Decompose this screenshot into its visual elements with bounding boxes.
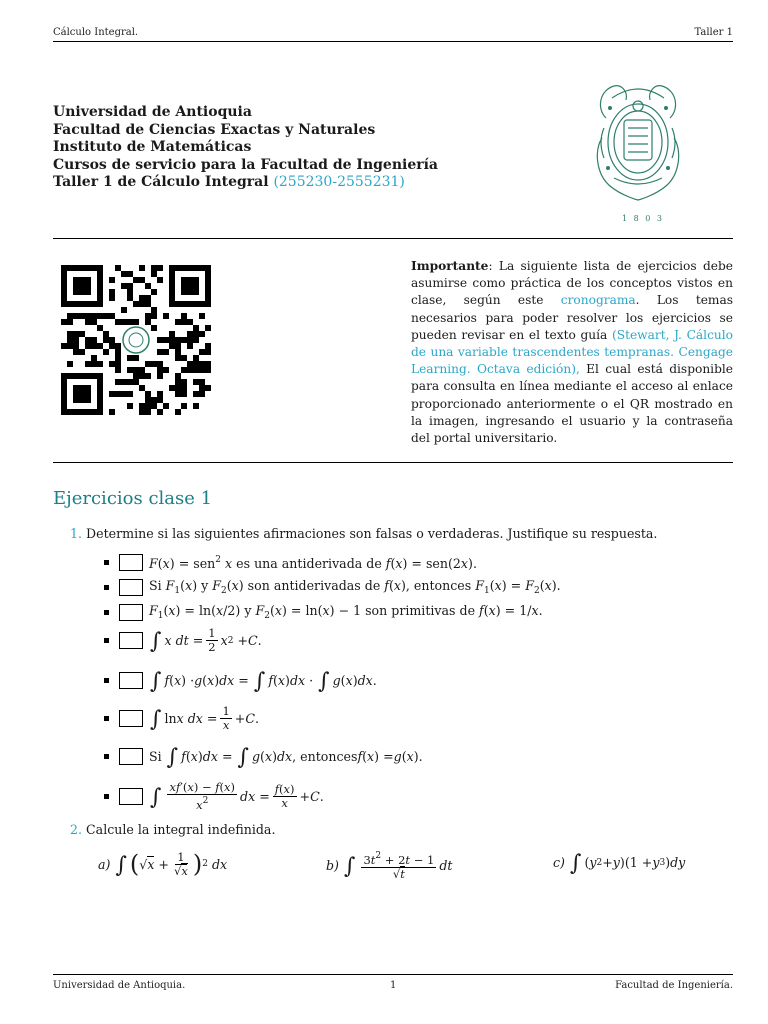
- statement-item-1: [104, 554, 477, 571]
- bullet: [104, 716, 109, 721]
- statement-5-math: ∫ f ( x ) · g ( x ) dx = ∫ f ( x ) dx · ∫ g ( x ) dx .: [150, 669, 377, 694]
- institution-line-2: Facultad de Ciencias Exactas y Naturales: [53, 121, 376, 138]
- stewart-book-link[interactable]: (Stewart, J. Cálculo de una variable trascendentes tempranas. Cengage Learning. Octava edición),: [411, 327, 733, 377]
- footer-rule: [53, 974, 733, 975]
- question-2-text: Calcule la integral indefinida.: [86, 822, 276, 837]
- section-rule-1: [53, 238, 733, 239]
- running-header-left: Cálculo Integral.: [53, 27, 139, 38]
- institution-line-4: Cursos de servicio para la Facultad de Ingeniería: [53, 156, 438, 173]
- statement-7-math: Si ∫ f ( x ) dx = ∫ g ( x ) dx , entonces f ( x ) = g ( x ).: [149, 745, 423, 770]
- bullet: [104, 794, 109, 799]
- question-1-number[interactable]: 1.: [70, 526, 83, 541]
- integral-b: [326, 850, 452, 881]
- integral-c: [553, 850, 685, 875]
- integral-a-math: ∫ ( √ x + $\frac{1}{√x}$ ) 2 dx: [115, 849, 228, 878]
- question-2: [70, 822, 275, 837]
- bullet: [104, 678, 109, 683]
- footer-right: Facultad de Ingeniería.: [615, 980, 733, 991]
- page-number: 1: [390, 980, 397, 991]
- cronograma-link[interactable]: cronograma: [560, 293, 636, 308]
- taller-title: Taller 1 de Cálculo Integral: [53, 174, 269, 190]
- statement-4-math: ∫ x dt = $\frac{1}{2}$ x 2 + C .: [150, 626, 262, 654]
- integral-c-math: ∫ ( y 2 + y )(1 + y 3 ) dy: [569, 851, 686, 876]
- integral-a-label: a): [98, 856, 111, 872]
- answer-box[interactable]: [119, 632, 143, 649]
- answer-box[interactable]: [119, 788, 143, 805]
- integral-b-label: b): [326, 858, 339, 873]
- statement-item-8: [104, 781, 324, 812]
- integral-b-math: ∫ $\frac{3t^2 + 2t - 1}{√t}$ dt: [344, 851, 453, 881]
- integral-a: [98, 850, 227, 878]
- university-seal-icon: [592, 78, 684, 204]
- qr-code-icon[interactable]: [60, 262, 212, 418]
- taller-code-link[interactable]: (255230-2555231): [273, 174, 405, 190]
- bullet: [104, 610, 109, 615]
- statement-6-math: ∫ ln x dx = $\frac{1}{x}$ + C .: [150, 704, 259, 732]
- bullet: [104, 585, 109, 590]
- header-rule: [53, 41, 733, 42]
- answer-box[interactable]: [119, 579, 143, 596]
- statement-3-math: $F_1(x) = \ln(x/2)$ y $F_2(x) = \ln(x) - 1$ son primitivas de f(x) = 1/x.: [149, 603, 543, 621]
- institution-block: [53, 104, 438, 192]
- question-2-number[interactable]: 2.: [70, 822, 83, 837]
- statement-item-5: [104, 668, 377, 693]
- statement-item-4: [104, 627, 262, 654]
- bullet: [104, 754, 109, 759]
- important-text-3: El cual está disponible para consulta en línea mediante el acceso al enlace proporcionado anteriormente o el QR mostrado en la imagen, ingresando el usuario y la contraseña del portal universitario.: [411, 362, 733, 446]
- statement-item-2: [104, 578, 561, 596]
- statement-1-math: F(x) = sen$^2$ x es una antiderivada de f(x) = sen(2x).: [149, 554, 477, 571]
- important-text-2: . Los temas necesarios para poder resolver los ejercicios se pueden revisar en el texto guía: [411, 293, 734, 342]
- statement-item-3: [104, 603, 543, 621]
- integral-c-label: c): [553, 855, 565, 870]
- important-label: Importante: [411, 259, 489, 273]
- institution-line-3: Instituto de Matemáticas: [53, 139, 252, 155]
- footer-left: Universidad de Antioquia.: [53, 980, 186, 991]
- bullet: [104, 638, 109, 643]
- question-1: [70, 526, 657, 541]
- answer-box[interactable]: [119, 672, 143, 689]
- statement-2-math: Si $F_1(x)$ y $F_2(x)$ son antiderivadas de f(x), entonces $F_1(x) = F_2(x)$.: [149, 578, 561, 596]
- answer-box[interactable]: [119, 604, 143, 621]
- question-1-text: Determine si las siguientes afirmaciones son falsas o verdaderas. Justifique su respuesta.: [86, 526, 658, 541]
- statement-item-6: [104, 705, 259, 732]
- taller-title-line: [53, 174, 438, 192]
- important-paragraph: [411, 258, 733, 447]
- answer-box[interactable]: [119, 710, 143, 727]
- section-rule-2: [53, 462, 733, 463]
- institution-line-1: Universidad de Antioquia: [53, 104, 252, 120]
- seal-year: 1 8 0 3: [622, 214, 664, 223]
- bullet: [104, 560, 109, 565]
- statement-item-7: [104, 744, 423, 769]
- important-text-1: : La siguiente lista de ejercicios debe asumirse como práctica de los conceptos vistos en clase, según este: [411, 259, 733, 308]
- section-title: Ejercicios clase 1: [53, 488, 213, 509]
- answer-box[interactable]: [119, 748, 143, 765]
- running-header-right: Taller 1: [694, 27, 733, 38]
- statement-8-math: ∫ $\frac{xf'(x) - f(x)}{x^2}$ dx = $\frac{f(x)}{x}$ + C .: [150, 780, 324, 812]
- answer-box[interactable]: [119, 554, 143, 571]
